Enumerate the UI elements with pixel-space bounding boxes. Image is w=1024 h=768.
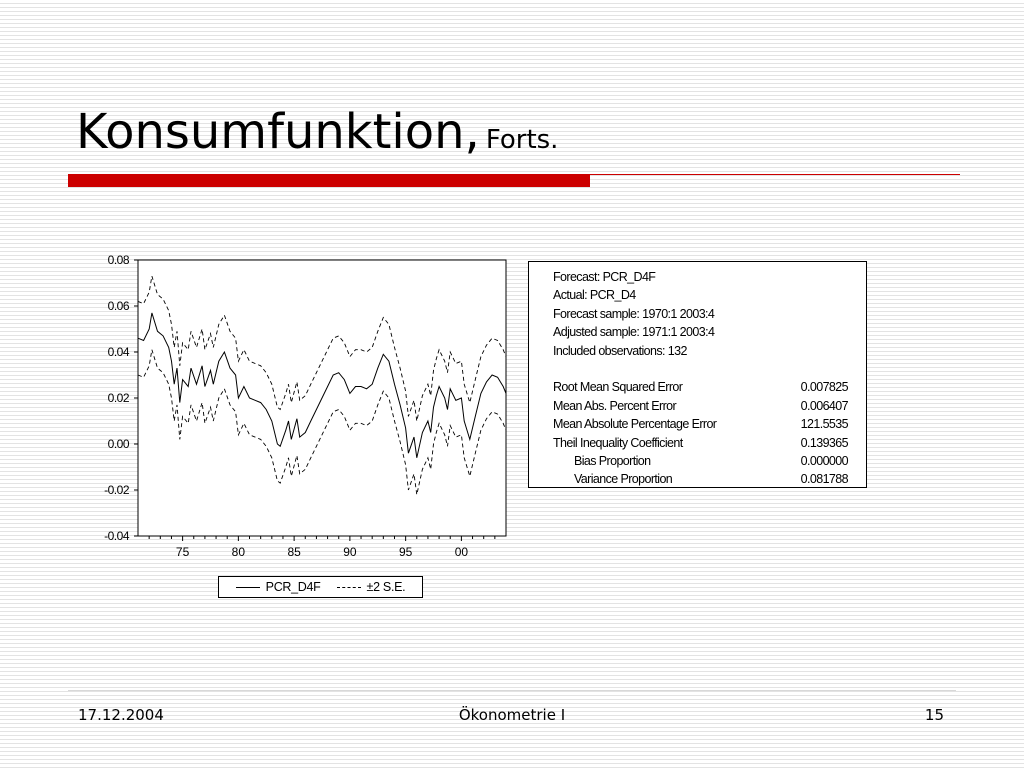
stats-spacer xyxy=(553,360,848,378)
stats-label: Root Mean Squared Error xyxy=(553,380,683,395)
stats-value: 0.139365 xyxy=(800,435,848,450)
footer-divider xyxy=(68,690,956,691)
x-tick-label: 90 xyxy=(343,545,357,559)
y-tick-label: 0.00 xyxy=(107,437,129,451)
x-tick-label: 00 xyxy=(454,545,469,559)
x-tick-label: 85 xyxy=(287,545,301,559)
y-tick-label: 0.06 xyxy=(107,299,129,313)
y-tick-label: -0.02 xyxy=(104,483,129,497)
y-tick-label: 0.04 xyxy=(107,345,129,359)
title-accent-bar xyxy=(68,174,590,187)
chart-legend xyxy=(218,576,423,598)
slide-title-suffix: Forts. xyxy=(485,125,559,155)
stats-label: Bias Proportion xyxy=(574,453,651,468)
stats-header-line: Forecast: PCR_D4F xyxy=(553,270,656,284)
forecast-statistics-box xyxy=(528,261,867,488)
stats-label: Variance Proportion xyxy=(574,472,673,487)
stats-value: 0.081788 xyxy=(800,472,848,487)
legend-label-forecast: PCR_D4F xyxy=(265,580,321,594)
legend-solid-line-swatch xyxy=(236,587,260,588)
stats-header-line: Adjusted sample: 1971:1 2003:4 xyxy=(553,325,715,340)
stats-header-line: Actual: PCR_D4 xyxy=(553,288,636,303)
x-tick-label: 80 xyxy=(231,545,246,559)
stats-value: 0.006407 xyxy=(800,398,848,413)
footer-course-title: Ökonometrie I xyxy=(458,706,566,724)
stats-row xyxy=(553,378,848,396)
stats-row xyxy=(553,452,848,470)
footer-page-number: 15 xyxy=(924,706,944,724)
title-underline xyxy=(590,174,960,175)
stats-label: Mean Abs. Percent Error xyxy=(553,398,677,413)
y-tick-label: 0.08 xyxy=(107,253,129,267)
y-tick-label: 0.02 xyxy=(107,391,129,405)
stats-value: 0.007825 xyxy=(800,380,848,395)
stats-row xyxy=(553,434,848,452)
stats-header-line: Forecast sample: 1970:1 2003:4 xyxy=(553,306,715,321)
slide-title xyxy=(76,100,558,172)
x-tick-label: 95 xyxy=(398,545,413,559)
footer-date: 17.12.2004 xyxy=(78,706,164,724)
stats-row xyxy=(553,415,848,433)
stats-row xyxy=(553,470,848,488)
y-tick-label: -0.04 xyxy=(104,529,129,543)
stats-value: 0.000000 xyxy=(800,453,848,468)
legend-dashed-line-swatch xyxy=(337,587,361,588)
stats-header-line: Included observations: 132 xyxy=(553,343,687,358)
stats-label: Mean Absolute Percentage Error xyxy=(553,417,717,432)
stats-value: 121.5535 xyxy=(800,417,848,432)
stats-row xyxy=(553,397,848,415)
slide-title-main: Konsumfunktion, xyxy=(76,104,480,160)
stats-label: Theil Inequality Coefficient xyxy=(553,435,683,450)
legend-label-se: ±2 S.E. xyxy=(366,580,406,594)
forecast-line-chart xyxy=(90,248,520,559)
x-tick-label: 75 xyxy=(175,545,190,559)
